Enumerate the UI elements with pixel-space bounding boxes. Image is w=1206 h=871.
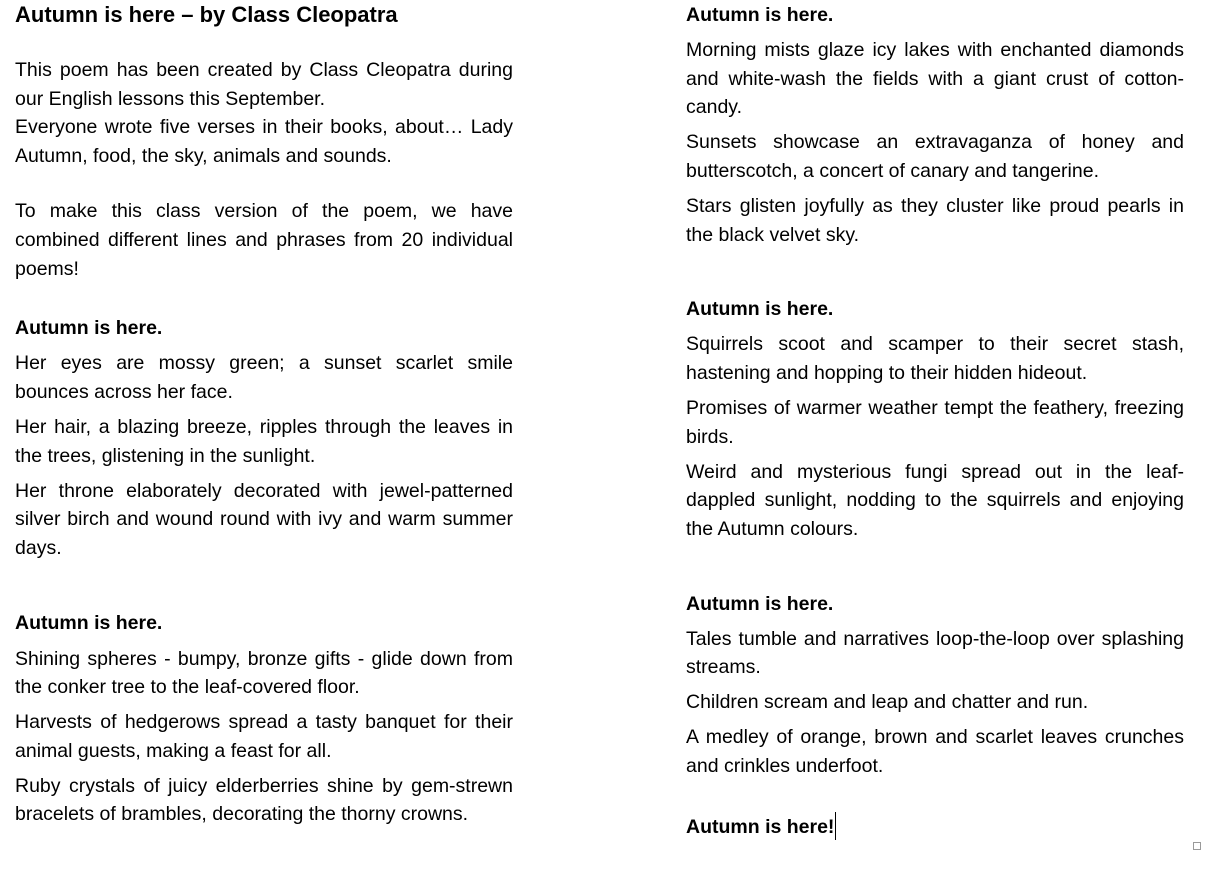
- stanza-3-line-1[interactable]: Morning mists glaze icy lakes with enchanted diamonds and white-wash the fields with a giant crust of cotton-candy.: [686, 39, 1184, 119]
- intro-paragraph-2[interactable]: Everyone wrote five verses in their books, about… Lady Autumn, food, the sky, animals and sounds.: [15, 116, 513, 167]
- intro-paragraph-3[interactable]: To make this class version of the poem, we have combined different lines and phrases from 20 individual poems!: [15, 200, 513, 280]
- stanza-2-line-3[interactable]: Ruby crystals of juicy elderberries shine by gem-strewn bracelets of brambles, decorating the thorny crowns.: [15, 774, 513, 826]
- text-cursor: [835, 812, 836, 840]
- stanza-2-line-2[interactable]: Harvests of hedgerows spread a tasty banquet for their animal guests, making a feast for all.: [15, 711, 513, 762]
- stanza-2-line-1[interactable]: Shining spheres - bumpy, bronze gifts - glide down from the conker tree to the leaf-covered floor.: [15, 647, 513, 699]
- stanza-2-heading[interactable]: Autumn is here.: [15, 612, 163, 635]
- stanza-3-heading[interactable]: Autumn is here.: [686, 4, 834, 26]
- right-column: [686, 0, 1184, 841]
- stanza-4-heading[interactable]: Autumn is here.: [686, 298, 834, 321]
- closing-text: Autumn is here!: [686, 815, 835, 838]
- stanza-1-line-1[interactable]: Her eyes are mossy green; a sunset scarlet smile bounces across her face.: [15, 352, 513, 403]
- stanza-4-line-1[interactable]: Squirrels scoot and scamper to their secret stash, hastening and hopping to their hidden hideout.: [686, 333, 1184, 384]
- stanza-3-line-3[interactable]: Stars glisten joyfully as they cluster like proud pearls in the black velvet sky.: [686, 195, 1184, 246]
- closing-line[interactable]: [686, 812, 1184, 842]
- stanza-5-line-2[interactable]: Children scream and leap and chatter and run.: [686, 691, 1089, 714]
- stanza-4-line-3[interactable]: Weird and mysterious fungi spread out in the leaf-dappled sunlight, nodding to the squirrels and enjoying the Autumn colours.: [686, 460, 1184, 540]
- stanza-1-heading[interactable]: Autumn is here.: [15, 317, 163, 340]
- intro-paragraph-1[interactable]: This poem has been created by Class Cleopatra during our English lessons this September.: [15, 59, 513, 110]
- stanza-1-line-2[interactable]: Her hair, a blazing breeze, ripples through the leaves in the trees, glistening in the sunlight.: [15, 415, 513, 467]
- stanza-4-line-2[interactable]: Promises of warmer weather tempt the feathery, freezing birds.: [686, 397, 1184, 448]
- stanza-5-heading[interactable]: Autumn is here.: [686, 592, 834, 615]
- paragraph-anchor-marker[interactable]: [1193, 842, 1201, 850]
- document-title[interactable]: Autumn is here – by Class Cleopatra: [15, 2, 398, 27]
- stanza-3-line-2[interactable]: Sunsets showcase an extravaganza of honey and butterscotch, a concert of canary and tangerine.: [686, 131, 1184, 182]
- stanza-5-line-3[interactable]: A medley of orange, brown and scarlet leaves crunches and crinkles underfoot.: [686, 726, 1184, 777]
- stanza-1-line-3[interactable]: Her throne elaborately decorated with jewel-patterned silver birch and wound round with ivy and warm summer days.: [15, 479, 513, 559]
- stanza-5-line-1[interactable]: Tales tumble and narratives loop-the-loop over splashing streams.: [686, 627, 1184, 679]
- left-column: [15, 0, 513, 829]
